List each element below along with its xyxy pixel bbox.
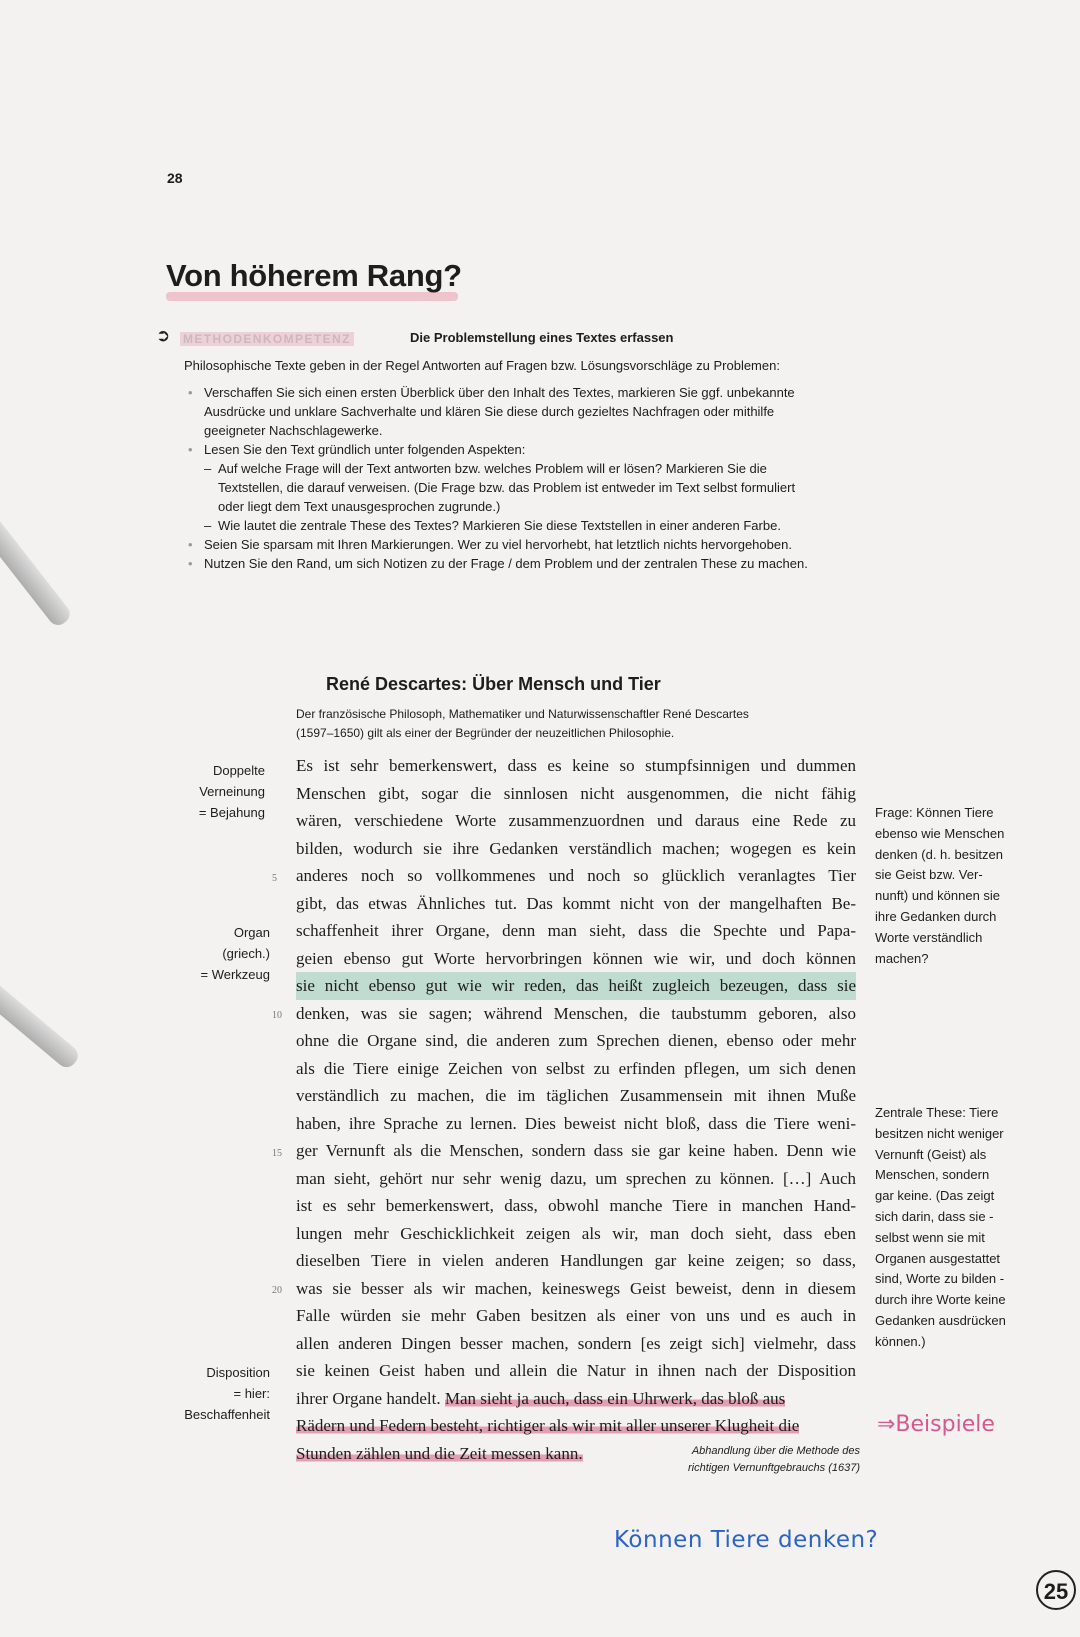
source-line: richtigen Vernunftgebrauchs (1637) [687, 1462, 860, 1474]
list-item: Textstellen, die darauf verweisen. (Die Frage bzw. das Problem ist entweder im Text selbst formuliert [218, 480, 796, 495]
highlighted-passage: Rädern und Federn besteht, richtiger als wir mit aller unserer Klugheit die [296, 1416, 800, 1435]
margin-note-line: denken (d. h. besitzen [875, 846, 1003, 862]
margin-note-line: sie Geist bzw. Ver- [875, 867, 983, 883]
list-item: • Lesen Sie den Text gründlich unter folgenden Aspekten: [200, 440, 890, 459]
margin-note-line: selbst wenn sie mit [875, 1229, 985, 1245]
margin-note-line: Disposition [206, 1365, 270, 1380]
body-line: lungen mehr Geschicklichkeit zeigen als wir, man doch sieht, dass eben [296, 1223, 856, 1243]
margin-note-line: = hier: [233, 1386, 270, 1401]
body-line: anderes noch so vollkommenes und noch so glücklich veranlagtes Tier [296, 866, 856, 885]
highlighted-passage: Man sieht ja auch, dass ein Uhrwerk, das bloß aus [444, 1388, 786, 1408]
margin-note-line: Zentrale These: Tiere [875, 1105, 999, 1120]
page-title: Von höherem Rang? [166, 258, 462, 293]
list-item: geeigneter Nachschlagewerke. [204, 423, 383, 438]
margin-note-doppelte-verneinung [160, 760, 265, 823]
margin-note-line: Vernunft (Geist) als [875, 1146, 987, 1162]
line-number: 10 [272, 1010, 282, 1021]
body-line [296, 1412, 856, 1440]
body-line: Falle würden sie mehr Gaben besitzen als einer von uns und es auch in [296, 1306, 856, 1325]
body-line: gibt, das etwas Ähnliches tut. Das kommt nicht von der mangelhaften Be- [296, 893, 856, 913]
body-line: als die Tiere einige Zeichen von selbst zu erfinden pflegen, um sich denen [296, 1058, 856, 1078]
list-item: Ausdrücke und unklare Sachverhalte und klären Sie diese durch gezieltes Nachfragen oder mithilfe [204, 404, 775, 419]
margin-note-disposition [160, 1362, 270, 1425]
method-list [200, 383, 890, 573]
list-item: – Auf welche Frage will der Text antworten bzw. welches Problem will er lösen? Markieren Sie die [200, 459, 890, 478]
line-number: 20 [272, 1285, 282, 1296]
handwritten-page-circle: 25 [1036, 1570, 1076, 1610]
margin-note-these [875, 1103, 1035, 1353]
margin-note-line: Verneinung [199, 784, 265, 799]
body-line: Menschen gibt, sogar die sinnlosen nicht ausgenommen, die nicht fähig [296, 783, 856, 803]
body-line: haben, ihre Sprache zu lernen. Dies beweist nicht bloß, dass die Tiere weni- [296, 1113, 856, 1133]
margin-note-line: sich darin, dass sie - [875, 1208, 994, 1224]
binder-pen-top [0, 513, 74, 629]
body-line: was sie besser als wir machen, keineswegs Geist beweist, denn in diesem [296, 1278, 856, 1298]
source-citation [660, 1443, 860, 1477]
body-line: ohne die Organe sind, die anderen zum Sprechen dienen, ebenso oder mehr [296, 1031, 856, 1050]
list-item: • Seien Sie sparsam mit Ihren Markierungen. Wer zu viel hervorhebt, hat letztlich nichts hervorgehoben. [200, 535, 890, 554]
handwritten-question: Können Tiere denken? [614, 1527, 879, 1553]
body-line: dieselben Tiere in vielen anderen Handlungen gar keine zeigen; so dass, [296, 1251, 856, 1270]
body-segment: ihrer Organe handelt. [296, 1388, 445, 1408]
body-text [296, 752, 856, 1467]
margin-note-line: (griech.) [222, 946, 270, 961]
margin-note-line: durch ihre Worte keine [875, 1292, 1006, 1308]
list-item: • Nutzen Sie den Rand, um sich Notizen zu der Frage / dem Problem und der zentralen These zu machen. [200, 554, 890, 573]
method-title: Die Problemstellung eines Textes erfassen [410, 330, 674, 345]
body-line: Es ist sehr bemerkenswert, dass es keine so stumpfsinnigen und dummen [296, 756, 856, 775]
margin-note-line: Organen ausgestattet [875, 1250, 1001, 1266]
list-item: – Wie lautet die zentrale These des Textes? Markieren Sie diese Textstellen in einer anderen Farbe. [200, 516, 890, 535]
margin-note-organ [160, 922, 270, 985]
body-line: bilden, wodurch sie ihre Gedanken verständlich machen; wogegen es kein [296, 838, 856, 858]
margin-note-frage [875, 803, 1035, 969]
binder-pen-bottom [0, 971, 82, 1071]
body-line: denken, was sie sagen; während Menschen, die taubstumm geboren, also [296, 1003, 856, 1023]
margin-note-line: Organ [233, 925, 270, 940]
page-number: 28 [167, 170, 183, 186]
method-intro: Philosophische Texte geben in der Regel Antworten auf Fragen bzw. Lösungsvorschläge zu Problemen: [184, 358, 780, 373]
margin-note-line: Gedanken ausdrücken [875, 1312, 1006, 1328]
text-intro [296, 705, 842, 743]
margin-note-line: Beschaffenheit [184, 1407, 270, 1422]
method-label: METHODENKOMPETENZ [180, 332, 354, 346]
body-line: ist es sehr bemerkenswert, dass, obwohl manche Tiere in manchen Hand- [296, 1196, 856, 1215]
body-line: ger Vernunft als die Menschen, sondern dass sie gar keine haben. Denn wie [296, 1141, 856, 1160]
line-number: 15 [272, 1148, 282, 1159]
margin-note-line: gar keine. (Das zeigt [875, 1188, 995, 1204]
body-line: sie nicht ebenso gut wie wir reden, das heißt zugleich bezeugen, dass sie [296, 972, 856, 1000]
margin-note-line: = Werkzeug [200, 967, 270, 982]
text-intro-line: (1597–1650) gilt als einer der Begründer der neuzeitlichen Philosophie. [296, 726, 675, 740]
body-line [296, 1385, 856, 1413]
list-item: • Verschaffen Sie sich einen ersten Überblick über den Inhalt des Textes, markieren Sie ggf. unbekannte [200, 383, 890, 402]
margin-note-line: Worte verständlich [875, 929, 983, 945]
margin-note-line: Frage: Können Tiere [875, 805, 994, 820]
text-title: René Descartes: Über Mensch und Tier [326, 674, 661, 694]
body-line: sie keinen Geist haben und allein die Natur in ihnen nach der Disposition [296, 1361, 856, 1380]
body-line: man sieht, gehört nur sehr wenig dazu, um sprechen zu können. […] Auch [296, 1168, 856, 1188]
body-line: wären, verschiedene Worte zusammenzuordnen und daraus eine Rede zu [296, 811, 856, 830]
margin-note-line: besitzen nicht weniger [875, 1125, 1004, 1141]
handwritten-beispiele: ⇒Beispiele [877, 1412, 995, 1437]
text-intro-line: Der französische Philosoph, Mathematiker und Naturwissenschaftler René Descartes [296, 707, 749, 721]
body-line: verständlich zu machen, die im täglichen Zusammensein mit ihnen Muße [296, 1086, 856, 1105]
margin-note-line: Doppelte [212, 763, 265, 778]
body-line: geien ebenso gut Worte hervorbringen können wie wir, und doch können [296, 948, 856, 968]
line-number: 5 [272, 873, 277, 884]
margin-note-line: können.) [875, 1333, 926, 1349]
body-line: allen anderen Dingen besser machen, sondern [es zeigt sich] vielmehr, dass [296, 1333, 856, 1353]
margin-note-line: ihre Gedanken durch [875, 908, 997, 924]
margin-note-line: nunft) und können sie [875, 888, 1001, 904]
margin-note-line: Menschen, sondern [875, 1167, 990, 1183]
margin-note-line: sind, Worte zu bilden - [875, 1271, 1005, 1287]
list-item: oder liegt dem Text unausgesprochen zugrunde.) [218, 499, 501, 514]
margin-note-line: ebenso wie Menschen [875, 825, 1005, 841]
source-line: Abhandlung über die Methode des [691, 1445, 860, 1457]
margin-note-line: = Bejahung [198, 805, 265, 820]
arrow-icon: ➲ [156, 326, 171, 345]
margin-note-line: machen? [875, 950, 929, 966]
highlighted-passage: Stunden zählen und die Zeit messen kann. [296, 1443, 583, 1463]
body-line: schaffenheit ihrer Organe, denn man sieht, dass die Spechte und Papa- [296, 921, 856, 940]
